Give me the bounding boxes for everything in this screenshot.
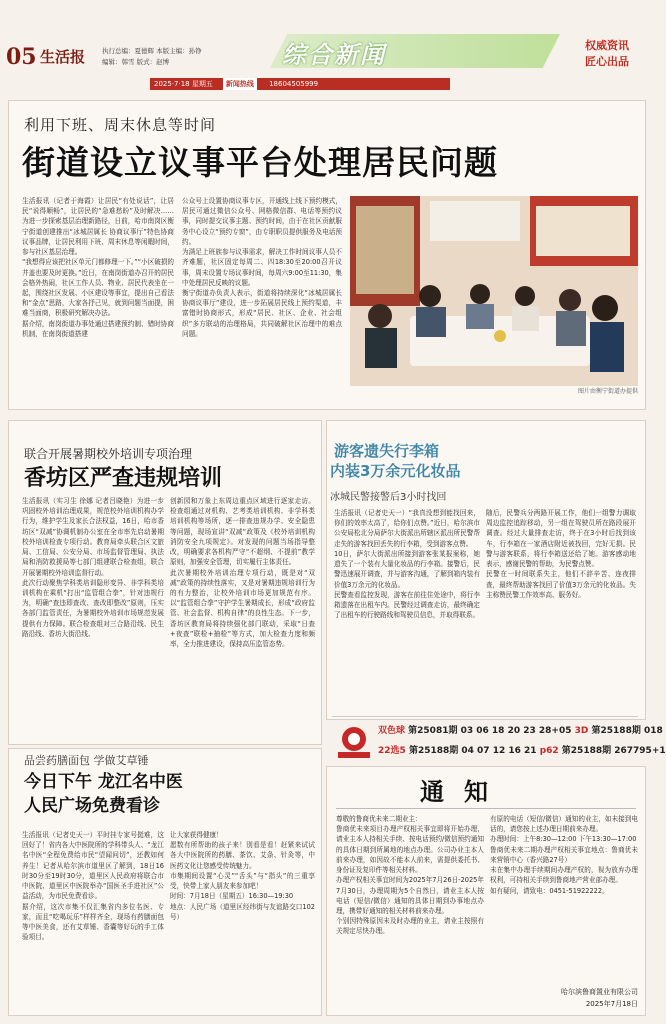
lottery-results [332,716,666,766]
lottery-numbers-p62: 267795+1 [614,746,666,756]
date-bar [150,78,450,90]
mid-right-subhead: 冰城民警接警后3小时找回 [330,492,447,503]
bottom-left-headline [24,770,183,818]
hotline-number: 18604505999 [269,80,319,88]
lottery-line-2 [378,743,666,756]
notice-column-1: 尊敬的鲁商优未来二期业主： 鲁商优未来项目办理产权相关事宜即将开始办理，请业主本人持相关手续、按电话预约/微信预约通知的具体日期到所属地的地点办理。公司办业主本人前来办理，如因故不能本人前来，需提供委托书、身份证及复印件等相关材料。 办理产权相关事宜时间为2025年7月26日-2025年7月30日，办理周期为5个自然日，请业主本人按电话（短信/微信）通知的具体日期到办事地点办理，携带好通知的相关材料前来办理。 个别因特殊原因未及时办理的业主，请业主按照有关规定尽快办理。 [336,815,484,936]
lottery-issue-22x5: 第25188期 [408,746,459,756]
notice-divider [336,808,636,809]
newspaper-name: 生活报 [40,48,86,66]
editor-credits [102,46,202,68]
lottery-numbers-3d: 018 [643,726,663,736]
bottom-left-column-2: 让大家获得健康！ 愿数有所帮助的孩子来！别看是看！赶紧来试试各大中医院所的药膳、茶饮、艾条、针灸等，中医药文化让您感受传统魅力。 市集期间设置“心灵”“舌头”与“指头”的三重享受，快带上家人朋友来参加吧！ 时间：7月18日（星期五）16:30—19:30 地点：人民广场（道里区经纬街与友谊路交口102号） [170,831,315,921]
lottery-issue-ssq: 第25081期 [408,726,458,736]
mid-right-column-2: 随后，民警兵分两路开展工作，他们一组警力调取周边监控追踪移动，另一组在驾驶员所在路段展开调查。经过大量排查走访，终于在3小时后找到该车，行李箱在一家酒店附近被找回，完好无损。民警与游客联系，将行李箱送还给了她。游客感动地表示，感谢民警的帮助，为民警点赞。 民警在一时间联系失主，他们不辞辛苦、连夜排查，最终帮助游客找回了价值3万余元的化妆品。失主称赞民警工作效率高、服务好。 [486,509,636,599]
hotline-label: 新闻热线 [223,78,257,90]
editor-line-2: 编辑：韩雪 版式：赵博 [102,58,170,66]
bottom-left-column-1: 生活报讯（记者史天一）平时挂专家号挺难，这回好了！省内各大中医院所的学科带头人、“龙江名中医“全程免费给市民“望闻问切”，还教如何养生！记者从哈尔滨市道里区了解到，18日16时30分至19时30分，道里区人民政府将联合市中医院、道里区中医院举办“国医圣手进社区”公益活动，为市民免费看诊。 据介绍，这次市集不仅汇集省内多位名医、专家，而且“吃喝玩乐”样样齐全，现场有药膳面包等中医美食，还有艾草锤、香囊等好玩的手工体验项目。 [22,831,164,942]
lottery-name-3d: 3D [574,726,589,736]
mid-left-column-2: 创新园和万象上东周边重点区域进行逐家走访。检查组通过对机构、艺考类培训机构、非学科类培训机构等场所，逐一排查违规办学、安全隐患等问题，现场宣讲“双减”政策及《校外培训机构消防安全九项规定》。对发现的问题当场指导整改，明确要求各机构严守“不超纲、不提前”教学原则，加强安全管理，切实履行主体责任。 此次暑期校外培训治理专项行动，既是对“双减”政策的持续性落实，又是对暑期违规培训行为的有力整治，让校外培训市场更加规范有序。以“监管组合拳”守护学生暑期成长，形成“政府监管、社会监督、机构自律”的良性生态。下一步，香坊区教育局将持续强化部门联动，采取“日查+夜查”联检+抽检”等方式，加大检查力度和频率，全力推进建设，保持高压监管态势。 [170,497,315,649]
top-story-headline: 街道设立议事平台处理居民问题 [22,143,498,182]
editor-line-1: 执行总编：夏德辉 本版主编：孙铮 [102,47,202,55]
top-story-column-2: 公众号上设置协商议事专区，开通线上线下预约模式，居民可通过微信公众号、网格微信群、电话等预约议事，同时提交议事主题、预约时间，由于在社区贡献服务中心设立“预约专窗”，由专职职员提供服务及电话预约。 为满足上班族参与议事需求，解决工作时间议事人员不齐难题，社区固定每周二、四18:30至20:00召开议事，周末设置专场议事时间，每周六9:00至11:30，集中处理居民反映的议题。 衡宁街道办负责人表示，街道将持续深化“冰城居属长协商议事厅”建设，进一步拓展居民线上预约渠道，丰富错时协商形式，形成“居民、社区、企业、社会组织”多方联动的治理格局，共同破解社区治理中的难点问题。 [182,197,342,338]
mid-right-kicker: 游客遗失行李箱 [334,442,440,460]
lottery-numbers-22x5: 04 07 12 16 21 [461,746,537,756]
slogan-line-2: 匠心出品 [585,55,629,68]
top-story-column-1: 生活报讯（记者于海霞）让居民“有处说话”，让居民“说得顺畅”，让居民的“急难愁盼”及时解决……为进一步探索基层治理新路径，日前，哈市南岗区衡宁街道创建推出“冰城居属长 协商议事厅”特色协商议事品牌，让居民利用下班、周末休息等闲暇时间，参与社区基层治理。 “我想得应该把社区单元门都修理一下。”“小区破损的井盖也要及时更换。”近日，在南岗街道办召开的居民会格外热闹，社区工作人员、物业、居民代表坐在一起，围绕社区发展、小区建设等事宜，提出自己看法和“金点”思路，大家各抒己见，就到问题当面提，困难当面商，积极研究解决办法。 据介绍，南岗街道办事处通过搭建预约制、错时协商机制，在南岗街道搭建 [22,197,175,338]
slogan [585,38,629,70]
lottery-name-ssq: 双色球 [378,726,406,736]
mid-right-column-1: 生活报讯（记者史天一）“我真没想到能找回来，你们的效率太高了，给你们点赞。”近日，哈尔滨市公安局松北分局萨尔大街派出所辖区派出所民警帮走失的游客找回丢失的行李箱，受到游客点赞。 10日，萨尔大街派出所接到游客张某报案称，她遗失了一个装有大量化妆品的行李箱。接警后，民警迅速展开调查，并与游客沟通，了解到箱内装有价值3万余元的化妆品。 民警查看监控发现，游客在前往住处途中，将行李箱遗落在出租车内。民警经过调查走访，最终确定了出租车的行驶路线和驾驶员信息，并取得联系。 [334,509,480,620]
mid-left-headline: 香坊区严查违规培训 [24,465,223,491]
mid-left-kicker: 联合开展暑期校外培训专项治理 [24,447,193,461]
slogan-line-1: 权威资讯 [585,39,629,52]
lottery-name-p62: p62 [539,746,559,756]
meeting-photo-illustration [350,196,638,386]
bottom-left-kicker: 品尝药膳面包 学做艾草锤 [24,754,149,767]
section-title: 综合新闻 [282,41,386,69]
notice-title: 通知 [420,778,508,806]
mid-left-column-1: 生活报讯（实习生 徐娜 记者吕晓艳）为进一步巩固校外培训治理成果，规范校外培训机构办学行为，维护学生及家长合法权益，16日，哈市香坊区“双减”协调机制办公室在全市率先启动暑期校外培训检查专项行动。教育局牵头联合区文旅局、工信局、公安分局、市场监督管理局、执法局和消防救援局等七部门组建联合检查组，联合开展暑期校外培训监督行动。 此次行动聚焦学科类培训隐形变异、非学科类培训机构在乘机“打出“监管组合拳”，针对违规行为，明确“查违即查改、查改即整改”原则，压实各部门监管责任，为暑期校外培训市场规范发展提供有力保障。联合检查组对三合路沿线、民生路沿线、香坊大街沿线、 [22,497,164,638]
bottom-left-headline-line-2: 人民广场免费看诊 [24,796,160,816]
lottery-issue-3d: 第25188期 [591,726,641,736]
lottery-issue-p62: 第25188期 [561,746,612,756]
lottery-logo-icon [334,725,374,759]
notice-column-2: 有原的电话（短信/微信）通知的业主，如未接到电话的，请您按上述办理日期前来办理。 办理时间：上午8:30—12:00 下午13:30—17:00 鲁商优未来二期办理产权相关事宜地点：鲁商优未来营销中心（香兴路27号） 未在集中办理手续期间办理产权的，视为放弃办理权利，可持相关手续到鲁商地产营业部办理。 如有疑问，请致电：0451-51922222。 [490,815,638,895]
notice-signature [490,986,638,1010]
notice-signer: 哈尔滨鲁商置业有限公司 [561,988,638,996]
issue-date: 2025·7·18 星期五 [154,80,213,88]
lottery-name-22x5: 22选5 [378,746,406,756]
notice-date: 2025年7月18日 [585,1000,638,1008]
top-story-kicker: 利用下班、周末休息等时间 [24,116,217,134]
lottery-numbers-ssq: 03 06 18 20 23 28+05 [460,726,572,736]
bottom-left-headline-line-1: 今日下午 龙江名中医 [24,772,183,792]
mid-right-headline: 内装3万余元化妆品 [330,462,461,480]
page-number: 05 [6,44,37,70]
photo-caption: 图片由衡宁街道办提供 [577,388,638,395]
meeting-photo [350,196,638,386]
lottery-line-1 [378,723,663,736]
